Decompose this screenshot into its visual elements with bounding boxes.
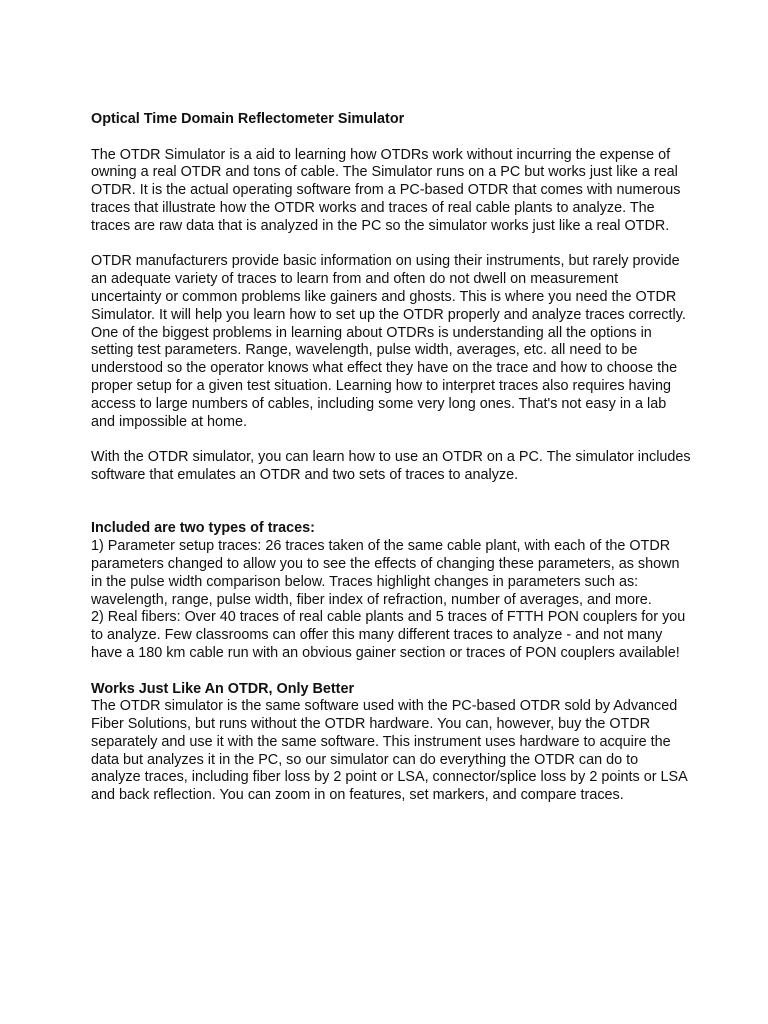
simulator-paragraph: With the OTDR simulator, you can learn how to use an OTDR on a PC. The simulator includes software that emulates an OTDR and two sets of traces to analyze. bbox=[91, 449, 691, 483]
paragraph-gap bbox=[91, 663, 691, 681]
problems-paragraph: One of the biggest problems in learning about OTDRs is understanding all the options in setting test parameters. Range, wavelength, pulse width, averages, etc. all need to be understood so the operator knows what effect they have on the trace and how to choose the proper setup for a given test situation. Learning how to interpret traces also requires having access to large numbers of cables, including some very long ones. That's not easy in a lab and impossible at home. bbox=[91, 324, 678, 430]
paragraph-gap bbox=[91, 431, 691, 449]
paragraph-gap bbox=[91, 129, 691, 147]
included-heading: Included are two types of traces: bbox=[91, 520, 315, 537]
document-title: Optical Time Domain Reflectometer Simulator bbox=[91, 111, 405, 127]
included-item-real-fibers: 2) Real fibers: Over 40 traces of real cable plants and 5 traces of FTTH PON couplers for you to analyze. Few classrooms can offer this many different traces to analyze - and not many have a 180 km cable run with an obvious gainer section or traces of PON couplers available! bbox=[91, 609, 686, 661]
works-paragraph: The OTDR simulator is the same software used with the PC-based OTDR sold by Advanced Fiber Solutions, but runs without the OTDR hardware. You can, however, buy the OTDR separately and use it with the same software. This instrument uses hardware to acquire the data but analyzes it in the PC, so our simulator can do everything the OTDR can do to analyze traces, including fiber loss by 2 point or LSA, connector/splice loss by 2 points or LSA and back reflection. You can zoom in on features, set markers, and compare traces. bbox=[91, 698, 687, 804]
works-heading: Works Just Like An OTDR, Only Better bbox=[91, 680, 355, 697]
paragraph-gap bbox=[91, 236, 691, 254]
manufacturers-paragraph: OTDR manufacturers provide basic information on using their instruments, but rarely provide an adequate variety of traces to learn from and often do not dwell on measurement uncertainty or common problems like gainers and ghosts. This is where you need the OTDR Simulator. It will help you learn how to set up the OTDR properly and analyze traces correctly. bbox=[91, 253, 686, 323]
intro-paragraph: The OTDR Simulator is a aid to learning how OTDRs work without incurring the expense of owning a real OTDR and tons of cable. The Simulator runs on a PC but works just like a real OTDR. It is the actual operating software from a PC-based OTDR that comes with numerous traces that illustrate how the OTDR works and traces of real cable plants to analyze. The traces are raw data that is analyzed in the PC so the simulator works just like a real OTDR. bbox=[91, 146, 681, 234]
document-page bbox=[91, 111, 691, 805]
paragraph-gap bbox=[91, 485, 691, 521]
included-item-parameter-traces: 1) Parameter setup traces: 26 traces taken of the same cable plant, with each of the OTDR parameters changed to allow you to see the effects of changing these parameters, as shown in the pulse width comparison below. Traces highlight changes in parameters such as: wavelength, range, pulse width, fiber index of refraction, number of averages, and more. bbox=[91, 538, 680, 608]
